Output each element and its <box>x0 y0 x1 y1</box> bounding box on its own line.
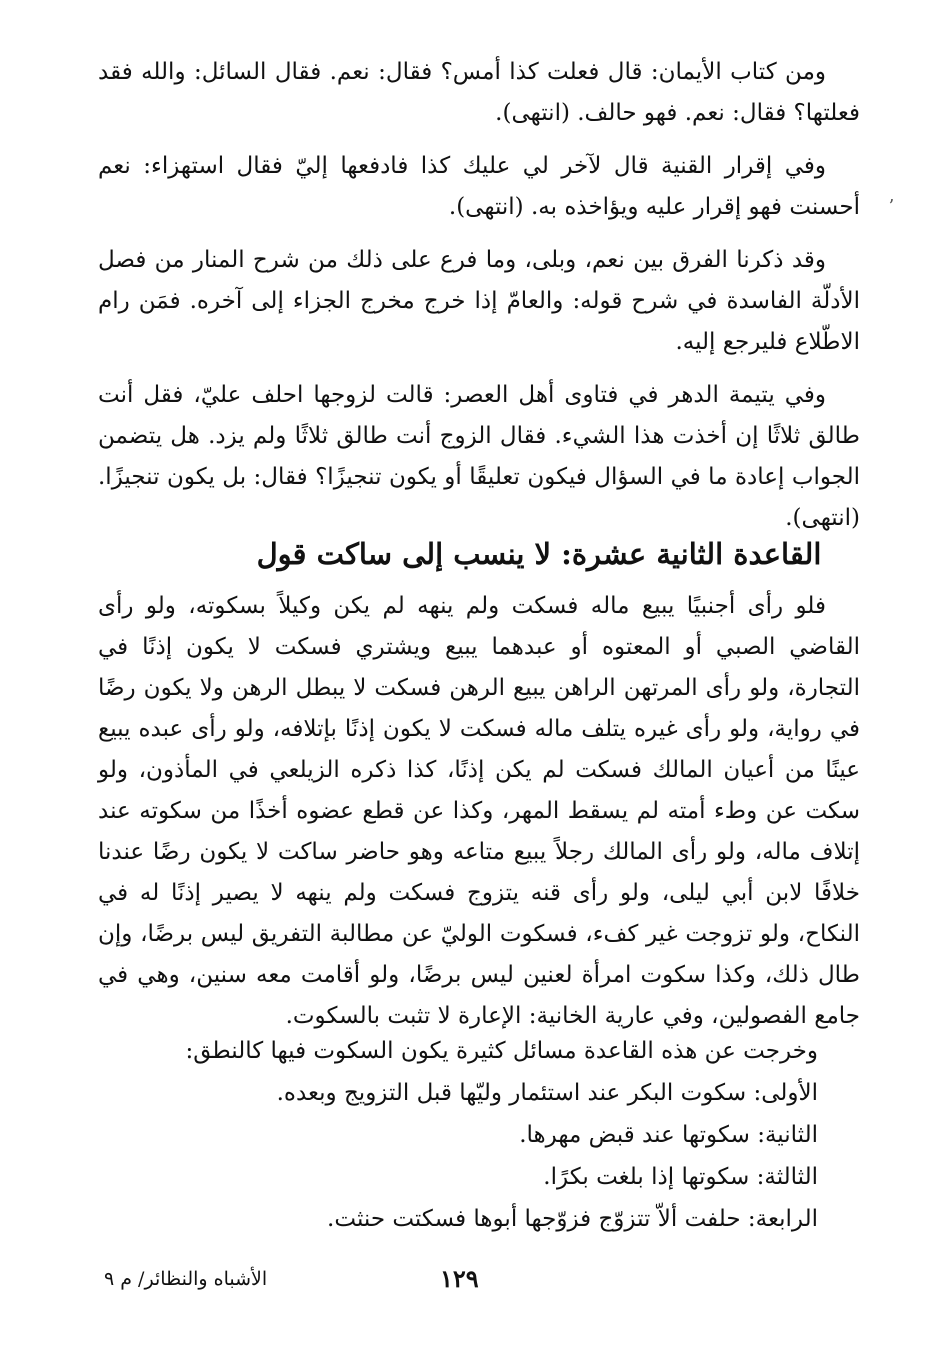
exception-third: الثالثة: سكوتها إذا بلغت بكرًا. <box>543 1164 818 1190</box>
paragraph-manar: وقد ذكرنا الفرق بين نعم، وبلى، وما فرع على ذلك من شرح المنار من فصل الأدلّة الفاسدة في شرح قوله: والعامّ إذا خرج مخرج الجزاء إلى آخره. فمَن رام الاطّلاع فليرجع إليه. <box>98 247 860 355</box>
section-heading: القاعدة الثانية عشرة: لا ينسب إلى ساكت قول <box>256 537 822 571</box>
top-paragraphs <box>98 52 860 539</box>
book-signature: الأشباه والنظائر/ م ٩ <box>104 1268 268 1290</box>
paragraph-yatima: وفي يتيمة الدهر في فتاوى أهل العصر: قالت لزوجها احلف عليّ، فقل أنت طالق ثلاثًا إن أخذت هذا الشيء. فقال الزوج أنت طالق ثلاثًا ولم يزد. هل يتضمن الجواب إعادة ما في السؤال فيكون تعليقًا أو يكون تنجيزًا؟ فقال: بل يكون تنجيزًا. (انتهى). <box>98 382 860 531</box>
exception-fourth: الرابعة: حلفت ألاّ تتزوّج فزوّجها أبوها فسكتت حنثت. <box>327 1206 818 1232</box>
exceptions-list <box>128 1030 818 1240</box>
paragraph-rule-twelve: فلو رأى أجنبيًا يبيع ماله فسكت ولم ينهه لم يكن وكيلاً بسكوته، ولو رأى القاضي الصبي أو المعتوه أو عبدهما يبيع ويشتري فسكت لا يكون إذنًا في التجارة، ولو رأى المرتهن الراهن يبيع الرهن فسكت لا يبطل الرهن ولا يكون رضًا في رواية، ولو رأى غيره يتلف ماله فسكت لا يكون إذنًا بإتلافه، ولو رأى عبده يبيع عينًا من أعيان المالك فسكت لم يكن إذنًا، كذا ذكره الزيلعي في المأذون، ولو سكت عن وطء أمته لم يسقط المهر، وكذا عن قطع عضوه أخذًا من سكوته عند إتلاف ماله، ولو رأى المالك رجلاً يبيع متاعه وهو حاضر ساكت لا يكون رضًا عندنا خلافًا لابن أبي ليلى، ولو رأى قنه يتزوج فسكت ولم ينهه لا يصير إذنًا له في النكاح، ولو تزوجت غير كفء، فسكوت الوليّ عن مطالبة التفريق ليس برضًا، وإن طال ذلك، وكذا سكوت امرأة لعنين ليس برضًا، ولو أقامت معه سنين، وهي في جامع الفصولين، وفي عارية الخانية: الإعارة لا تثبت بالسكوت. <box>98 593 860 1029</box>
main-text <box>98 586 860 1037</box>
margin-mark: ʼ <box>888 196 894 217</box>
paragraph-qunya: وفي إقرار القنية قال لآخر لي عليك كذا فادفعها إليّ فقال استهزاء: نعم أحسنت فهو إقرار عليه ويؤاخذه به. (انتهى). <box>98 153 860 220</box>
page-number: ١٢٩ <box>440 1264 479 1293</box>
exception-first: الأولى: سكوت البكر عند استئمار وليّها قبل التزويج وبعده. <box>276 1080 818 1106</box>
paragraph-oaths: ومن كتاب الأيمان: قال فعلت كذا أمس؟ فقال: نعم. فقال السائل: والله فقد فعلتها؟ فقال: نعم. فهو حالف. (انتهى). <box>98 59 860 126</box>
exceptions-intro: وخرجت عن هذه القاعدة مسائل كثيرة يكون السكوت فيها كالنطق: <box>185 1038 818 1064</box>
exception-second: الثانية: سكوتها عند قبض مهرها. <box>519 1122 818 1148</box>
